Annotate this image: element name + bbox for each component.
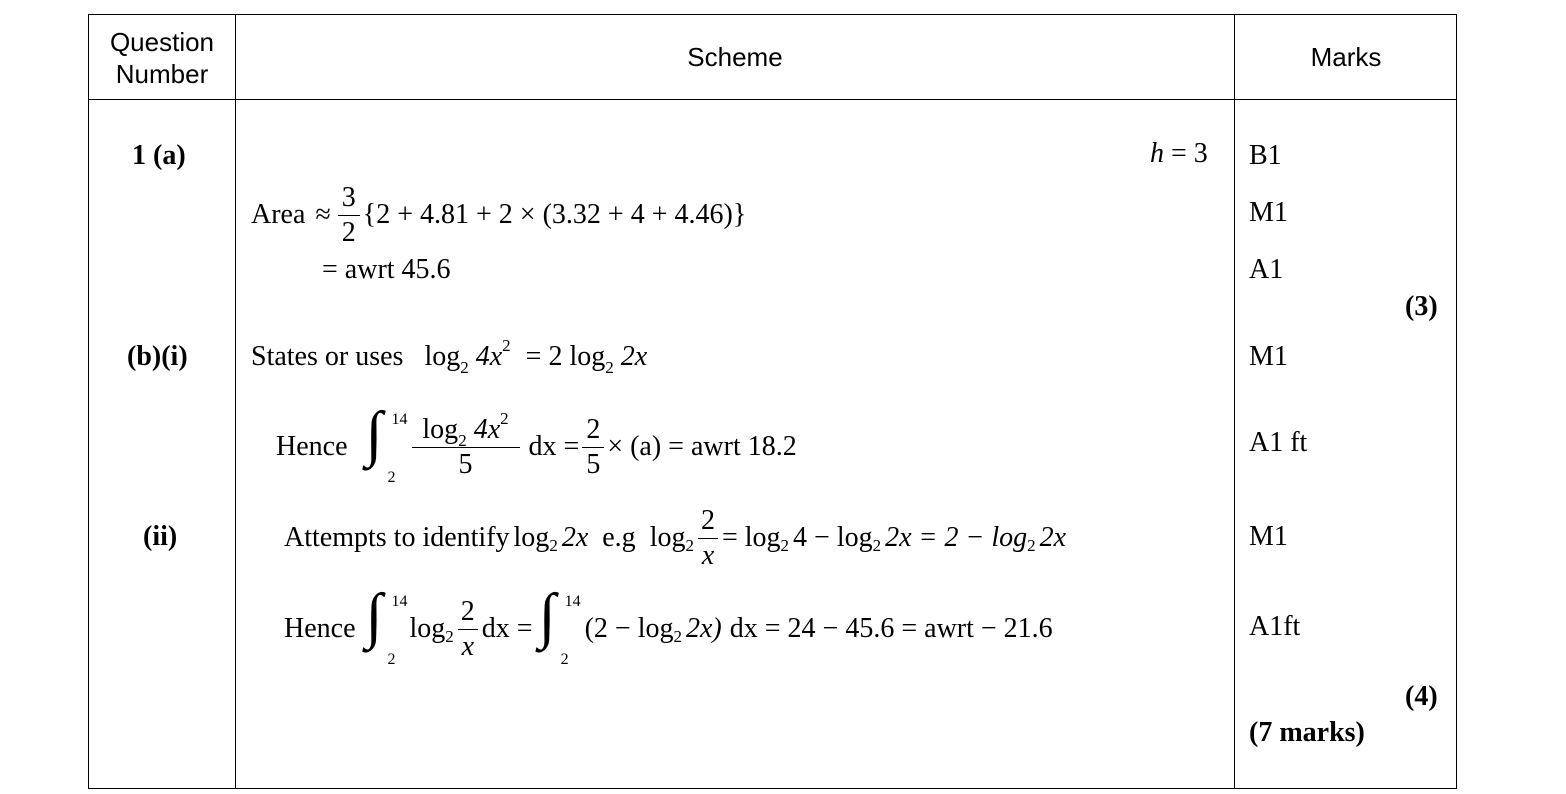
mark-1bi-m1: M1 bbox=[1249, 341, 1288, 372]
fraction-denominator: x bbox=[458, 629, 478, 661]
dx-equals: dx = bbox=[481, 613, 533, 644]
fraction-denominator: x bbox=[698, 538, 718, 570]
integral-lower-limit: 2 bbox=[560, 651, 569, 668]
mark-1bii-m1: M1 bbox=[1249, 521, 1288, 552]
log-word: log bbox=[424, 341, 461, 372]
log-argument: 2x bbox=[620, 341, 648, 372]
power: 2 bbox=[500, 408, 509, 428]
question-label-1a: 1 (a) bbox=[132, 140, 186, 171]
log-base: 2 bbox=[549, 536, 558, 555]
hence-text: Hence bbox=[276, 431, 348, 462]
integral-upper-limit: 14 bbox=[564, 593, 581, 610]
log-argument: 4x bbox=[475, 341, 503, 372]
log-base: 2 bbox=[685, 536, 694, 555]
log-argument: 2x bbox=[1039, 522, 1067, 553]
rhs-part: = log bbox=[721, 522, 781, 553]
mark-1bii-a1ft: A1ft bbox=[1249, 611, 1301, 642]
header-question-line2: Number bbox=[115, 59, 209, 89]
times-a-result: × (a) = awrt 18.2 bbox=[607, 431, 797, 462]
header-divider bbox=[89, 99, 1456, 100]
log-base: 2 bbox=[460, 358, 469, 377]
fraction-denominator: 5 bbox=[412, 447, 520, 479]
log-base: 2 bbox=[1027, 536, 1036, 555]
log-word: log bbox=[513, 522, 550, 553]
log-fraction bbox=[412, 408, 520, 480]
area-formula bbox=[251, 181, 747, 248]
integral-lower-limit: 2 bbox=[387, 651, 396, 668]
two-over-x-fraction bbox=[697, 504, 719, 571]
column-divider bbox=[1234, 15, 1235, 788]
power: 2 bbox=[502, 336, 511, 355]
log-word: log bbox=[422, 413, 459, 445]
identity-rhs: = 2 log bbox=[525, 341, 606, 372]
fraction-numerator: 2 bbox=[460, 595, 475, 627]
rhs-part: 2x = 2 − log bbox=[885, 522, 1028, 553]
integral-lower-limit: 2 bbox=[387, 469, 396, 486]
log-identity bbox=[251, 336, 648, 377]
area-result: = awrt 45.6 bbox=[322, 254, 451, 285]
header-scheme: Scheme bbox=[687, 42, 783, 72]
integral-upper-limit: 14 bbox=[391, 411, 408, 428]
log-argument: 2x bbox=[561, 522, 589, 553]
question-label-1bii: (ii) bbox=[143, 521, 178, 552]
fraction-numerator: 2 bbox=[586, 413, 601, 445]
mark-1a-a1: A1 bbox=[1249, 254, 1284, 285]
fraction-numerator: 2 bbox=[700, 504, 715, 536]
final-result: dx = 24 − 45.6 = awrt − 21.6 bbox=[729, 613, 1053, 644]
dx-equals: dx = bbox=[528, 431, 580, 462]
header-marks: Marks bbox=[1310, 42, 1382, 72]
log-base: 2 bbox=[605, 358, 614, 377]
area-label: Area bbox=[251, 199, 306, 230]
log-word: log bbox=[409, 613, 446, 644]
subtotal-1b: (4) bbox=[1405, 681, 1438, 712]
integrand-part: 2x) bbox=[686, 613, 722, 644]
h-value: = 3 bbox=[1171, 138, 1208, 169]
approx-sign: ≈ bbox=[315, 199, 331, 230]
trapezium-expression: {2 + 4.81 + 2 × (3.32 + 4 + 4.46)} bbox=[362, 199, 747, 230]
log-base: 2 bbox=[458, 430, 467, 450]
log-word: log bbox=[649, 522, 686, 553]
integrand-part: (2 − log bbox=[584, 613, 674, 644]
total-marks: (7 marks) bbox=[1249, 717, 1365, 748]
log-base: 2 bbox=[872, 536, 882, 555]
two-fifths-fraction bbox=[582, 413, 604, 480]
eg-text: e.g bbox=[602, 522, 636, 553]
mark-1a-m1: M1 bbox=[1249, 197, 1288, 228]
header-question-line1: Question bbox=[109, 27, 215, 57]
subtotal-1a: (3) bbox=[1405, 291, 1438, 322]
integral-bii bbox=[284, 584, 1053, 674]
fraction-denominator: 2 bbox=[338, 215, 360, 247]
integral-sign: ∫ 14 2 bbox=[538, 582, 581, 668]
integral-upper-limit: 14 bbox=[391, 593, 408, 610]
header-question-number bbox=[90, 26, 234, 90]
attempt-text: Attempts to identify bbox=[284, 522, 510, 553]
two-over-x-fraction bbox=[457, 595, 479, 662]
fraction-denominator: 5 bbox=[582, 447, 604, 479]
fraction-three-halves bbox=[338, 181, 360, 248]
states-text: States or uses bbox=[251, 341, 404, 372]
log-base: 2 bbox=[780, 536, 790, 555]
attempt-identify bbox=[284, 506, 1066, 570]
mark-1bi-a1ft: A1 ft bbox=[1249, 427, 1308, 458]
hence-text: Hence bbox=[284, 613, 356, 644]
column-divider bbox=[235, 15, 236, 788]
fraction-numerator: 3 bbox=[341, 181, 356, 213]
integral-sign: ∫ 14 2 bbox=[365, 582, 408, 668]
integral-bi bbox=[276, 402, 797, 492]
log-argument: 4x bbox=[473, 413, 501, 445]
log-fraction-numerator bbox=[418, 408, 512, 450]
integral-sign: ∫ 14 2 bbox=[365, 400, 408, 486]
h-variable: h bbox=[1150, 138, 1164, 169]
log-base: 2 bbox=[673, 627, 682, 646]
question-label-1bi: (b)(i) bbox=[127, 341, 188, 372]
rhs-part: 4 − log bbox=[793, 522, 873, 553]
h-equals-3 bbox=[1150, 138, 1208, 170]
log-base: 2 bbox=[445, 627, 454, 646]
mark-1a-b1: B1 bbox=[1249, 140, 1282, 171]
